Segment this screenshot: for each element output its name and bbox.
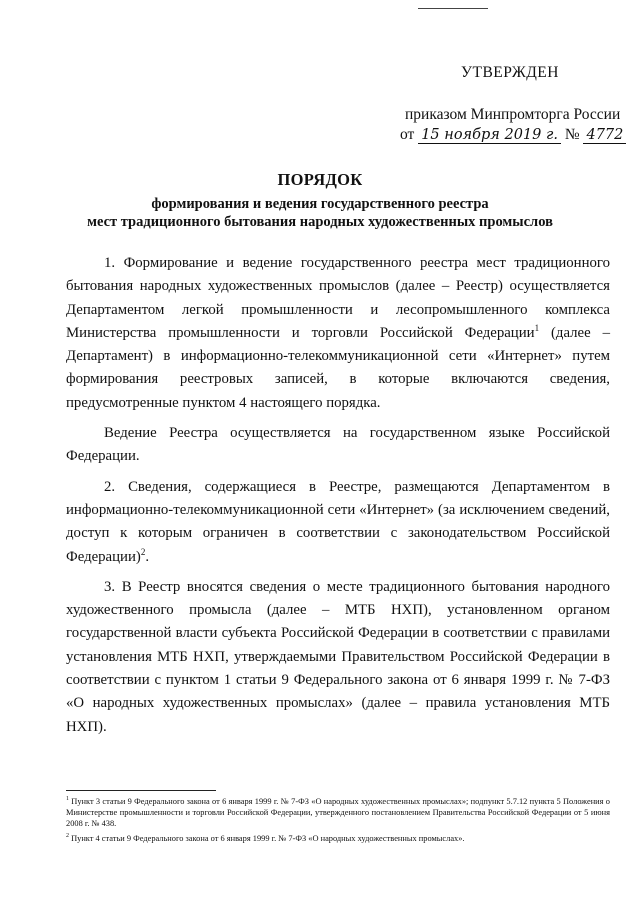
approved-heading: УТВЕРЖДЕН — [461, 64, 559, 81]
paragraph-3 — [66, 476, 610, 569]
number-prefix: № — [564, 126, 580, 143]
paragraph-2: Ведение Реестра осуществляется на государственном языке Российской Федерации. — [66, 425, 610, 465]
footnote-1-text: Пункт 3 статьи 9 Федерального закона от 6 января 1999 г. № 7-ФЗ «О народных художественных промыслах»; подпункт 5.7.12 пункта 5 Положения о Министерстве промышленности и торговли Российской Федерации, утвержденного постановлением Правительства Российской Федерации от 5 июня 2008 г. № 438. — [66, 797, 610, 828]
footnote-2 — [66, 833, 610, 844]
paragraph-3-text-b: . — [145, 548, 150, 565]
footnote-1-mark: 1 — [66, 796, 69, 803]
footnotes — [66, 796, 610, 848]
document-body — [66, 252, 610, 746]
title-line-3: мест традиционного бытования народных художественных промыслов — [87, 214, 553, 230]
footnote-ref-2: 2 — [140, 546, 146, 557]
paragraph-4: 3. В Реестр вносятся сведения о месте традиционного бытования народного художественного промысла (далее – МТБ НХП), установленном органом государственной власти субъекта Российской Федерации в соответствии с правилами установления МТБ НХП, утверждаемыми Правительством Российской Федерации в соответствии с пунктом 1 статьи 9 Федерального закона от 6 января 1999 г. № 7-ФЗ «О народных художественных промыслах» (далее – правила установления МТБ НХП). — [66, 578, 610, 735]
handwritten-date: 15 ноября 2019 г. — [418, 128, 561, 144]
footnote-separator — [66, 790, 216, 791]
document-title — [0, 170, 640, 231]
title-line-2: формирования и ведения государственного реестра — [151, 196, 489, 212]
scan-artifact-line — [418, 8, 488, 9]
approval-date-line — [400, 126, 625, 144]
title-line-1: ПОРЯДОК — [277, 170, 363, 189]
footnote-2-mark: 2 — [66, 833, 69, 840]
footnote-2-text: Пункт 4 статьи 9 Федерального закона от 6 января 1999 г. № 7-ФЗ «О народных художественных промыслах». — [69, 834, 465, 843]
paragraph-1-text-b: (далее – Департамент) в информационно-телекоммуникационной сети «Интернет» путем формирования реестровых записей, в которые включаются сведения, предусмотренные пунктом 4 настоящего порядка. — [66, 324, 610, 411]
date-prefix: от — [400, 126, 415, 143]
approval-order-line: приказом Минпромторга России — [405, 106, 621, 123]
paragraph-1-text-a: 1. Формирование и ведение государственного реестра мест традиционного бытования народных художественных промыслов (далее – Реестр) осуществляется Департаментом легкой промышленности и лесопромышленного комплекса Министерства промышленности и торговли Российской Федерации — [66, 255, 610, 341]
footnote-ref-1: 1 — [534, 322, 540, 333]
approval-stamp — [400, 64, 625, 144]
paragraph-1 — [66, 252, 610, 415]
handwritten-number: 4772 — [583, 128, 626, 144]
paragraph-3-text-a: 2. Сведения, содержащиеся в Реестре, размещаются Департаментом в информационно-телекоммуникационной сети «Интернет» (за исключением сведений, доступ к которым ограничен в соответствии с законодательством Российской Федерации) — [66, 478, 610, 565]
footnote-1 — [66, 796, 610, 829]
